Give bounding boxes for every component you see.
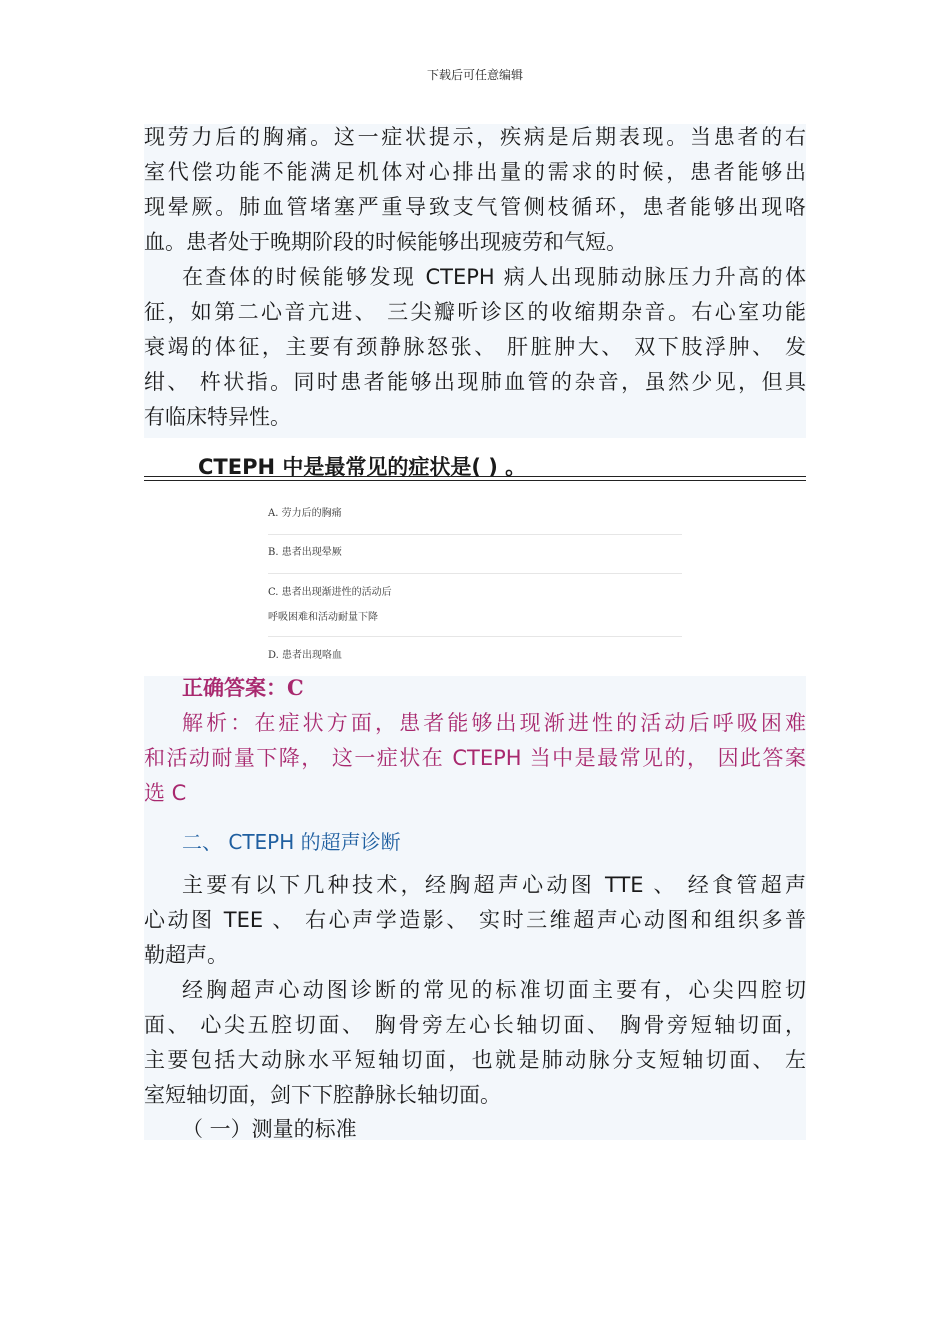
section-heading: 二、 CTEPH 的超声诊断 xyxy=(182,830,401,854)
answer-label: 正确答案： xyxy=(182,676,287,700)
paragraph-line: 绀、 杵状指。同时患者能够出现肺血管的杂音，虽然少见，但具 xyxy=(144,370,806,394)
paragraph-line: 有临床特异性。 xyxy=(144,405,291,429)
paragraph-line: 现劳力后的胸痛。这一症状提示，疾病是后期表现。当患者的右 xyxy=(144,125,806,149)
paragraph-line: 血。患者处于晚期阶段的时候能够出现疲劳和气短。 xyxy=(144,230,627,254)
paragraph-line: 衰竭的体征，主要有颈静脉怒张、 肝脏肿大、 双下肢浮肿、 发 xyxy=(144,335,806,359)
option-c[interactable] xyxy=(268,574,682,637)
question-title: CTEPH 中是最常见的症状是( ) 。 xyxy=(198,455,527,479)
paragraph-line: 面、 心尖五腔切面、 胸骨旁左心长轴切面、 胸骨旁短轴切面， xyxy=(144,1013,806,1037)
answer-letter: C xyxy=(287,675,304,700)
answer-options xyxy=(268,496,682,675)
explanation-line: 解析：在症状方面，患者能够出现渐进性的活动后呼吸困难 xyxy=(182,711,806,735)
question-divider xyxy=(144,480,806,481)
paragraph-line: 征，如第二心音亢进、 三尖瓣听诊区的收缩期杂音。右心室功能 xyxy=(144,300,806,324)
subheading: （ 一）测量的标准 xyxy=(182,1117,357,1141)
paragraph-line: 在查体的时候能够发现 CTEPH 病人出现肺动脉压力升高的体 xyxy=(182,265,806,289)
paragraph-line: 主要有以下几种技术，经胸超声心动图 TTE 、 经食管超声 xyxy=(182,873,806,897)
paragraph-line: 勒超声。 xyxy=(144,943,228,967)
paragraph-line: 室短轴切面，剑下下腔静脉长轴切面。 xyxy=(144,1083,501,1107)
explanation-line: 和活动耐量下降， 这一症状在 CTEPH 当中是最常见的， 因此答案 xyxy=(144,746,806,770)
page-header: 下载后可任意编辑 xyxy=(426,68,523,82)
correct-answer xyxy=(182,672,304,704)
paragraph-line: 室代偿功能不能满足机体对心排出量的需求的时候，患者能够出 xyxy=(144,160,806,184)
paragraph-line: 经胸超声心动图诊断的常见的标准切面主要有，心尖四腔切 xyxy=(182,978,806,1002)
paragraph-line: 主要包括大动脉水平短轴切面，也就是肺动脉分支短轴切面、 左 xyxy=(144,1048,806,1072)
question-divider xyxy=(144,476,806,477)
option-label: B. 患者出现晕厥 xyxy=(268,547,342,558)
option-label-continued: 呼吸困难和活动耐量下降 xyxy=(268,612,378,623)
option-label: C. 患者出现渐进性的活动后 xyxy=(268,587,392,598)
paragraph-line: 心动图 TEE 、 右心声学造影、 实时三维超声心动图和组织多普 xyxy=(144,908,806,932)
option-d[interactable] xyxy=(268,637,682,675)
option-label: A. 劳力后的胸痛 xyxy=(268,508,342,519)
option-label: D. 患者出现咯血 xyxy=(268,650,343,661)
option-b[interactable] xyxy=(268,535,682,574)
paragraph-line: 现晕厥。肺血管堵塞严重导致支气管侧枝循环，患者能够出现咯 xyxy=(144,195,806,219)
explanation-line: 选 C xyxy=(144,781,187,805)
option-a[interactable] xyxy=(268,496,682,535)
